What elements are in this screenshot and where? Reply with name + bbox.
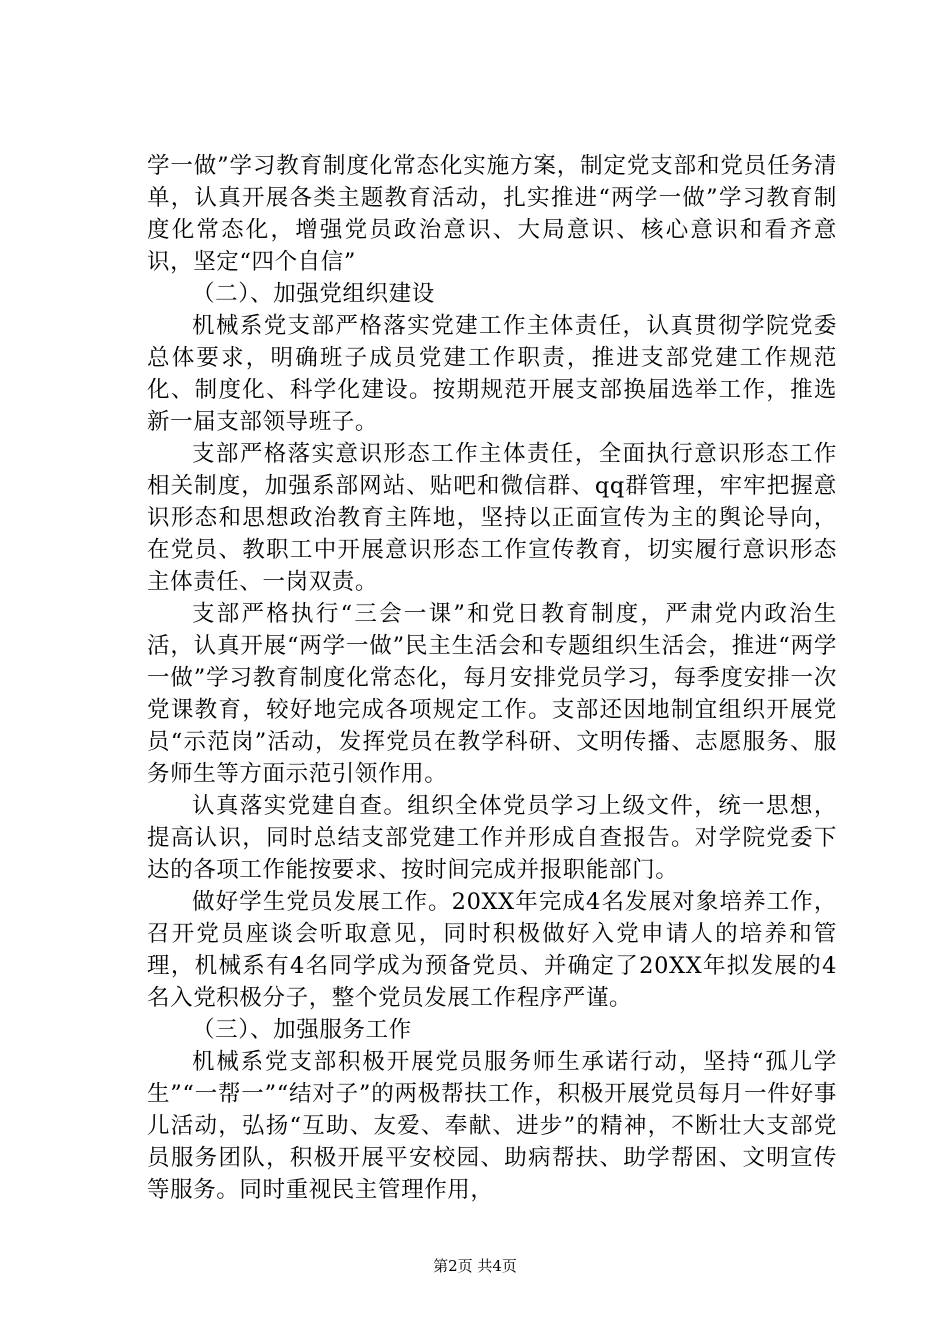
- page-number: 第2页 共4页: [433, 1257, 517, 1275]
- paragraph-5: 支部严格执行“三会一课”和党日教育制度，严肃党内政治生活，认真开展“两学一做”民主生活会和专题组织生活会，推进“两学一做”学习教育制度化常态化，每月安排党员学习，每季度安排一次党课教育，较好地完成各项规定工作。支部还因地制宜组织开展党员“示范岗”活动，发挥党员在教学科研、文明传播、志愿服务、服务师生等方面示范引领作用。: [147, 601, 837, 787]
- section-heading-2: （二）、加强党组织建设: [192, 281, 435, 307]
- paragraph-3: 机械系党支部严格落实党建工作主体责任，认真贯彻学院党委总体要求，明确班子成员党建工作职责，推进支部党建工作规范化、制度化、科学化建设。按期规范开展支部换届选举工作，推选新一届支部领导班子。: [147, 313, 837, 435]
- paragraph-9: 机械系党支部积极开展党员服务师生承诺行动，坚持“孤儿学生”“一帮一”“结对子”的两极帮扶工作，积极开展党员每月一件好事儿活动，弘扬“互助、友爱、奉献、进步”的精神，不断壮大支部党员服务团队，积极开展平安校园、助病帮扶、助学帮困、文明宣传等服务。同时重视民主管理作用，: [147, 1049, 837, 1203]
- paragraph-1: 学一做”学习教育制度化常态化实施方案，制定党支部和党员任务清单，认真开展各类主题教育活动，扎实推进“两学一做”学习教育制度化常态化，增强党员政治意识、大局意识、核心意识和看齐意识，坚定“四个自信”: [147, 153, 837, 275]
- paragraph-6: 认真落实党建自查。组织全体党员学习上级文件，统一思想，提高认识，同时总结支部党建工作并形成自查报告。对学院党委下达的各项工作能按要求、按时间完成并报职能部门。: [147, 793, 837, 883]
- section-heading-3: （三）、加强服务工作: [192, 1017, 412, 1043]
- page-footer: [0, 1256, 950, 1276]
- document-body: [147, 150, 837, 1206]
- paragraph-7: 做好学生党员发展工作。20XX年完成4名发展对象培养工作，召开党员座谈会听取意见，同时积极做好入党申请人的培养和管理，机械系有4名同学成为预备党员、并确定了20XX年拟发展的4名入党积极分子，整个党员发展工作程序严谨。: [147, 889, 837, 1011]
- paragraph-4: 支部严格落实意识形态工作主体责任，全面执行意识形态工作相关制度，加强系部网站、贴吧和微信群、qq群管理，牢牢把握意识形态和思想政治教育主阵地，坚持以正面宣传为主的舆论导向，在党员、教职工中开展意识形态工作宣传教育，切实履行意识形态主体责任、一岗双责。: [147, 441, 837, 595]
